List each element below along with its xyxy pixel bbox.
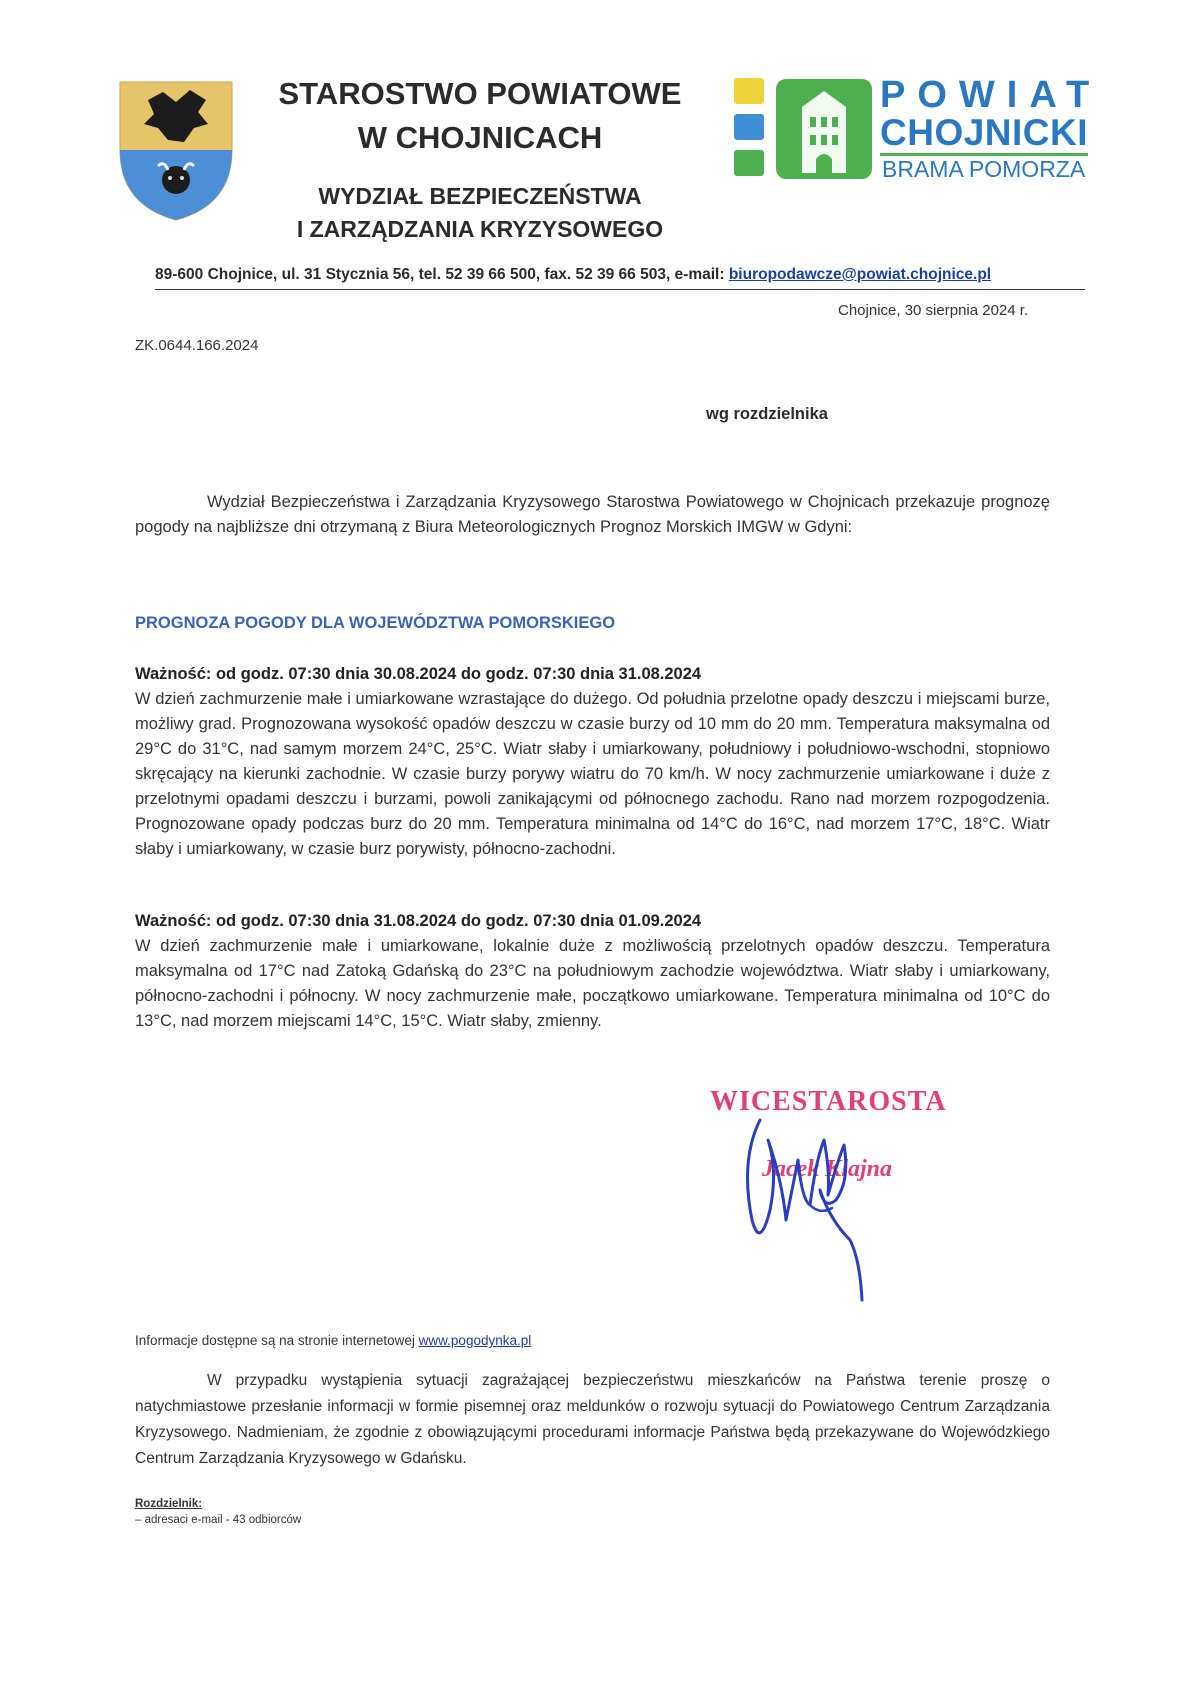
department-title-line2: I ZARZĄDZANIA KRYZYSOWEGO (296, 216, 664, 242)
reference-number: ZK.0644.166.2024 (135, 337, 259, 354)
signature-stamp-name: Jacek Klajna (762, 1156, 892, 1182)
address-line (155, 266, 991, 284)
coat-of-arms-icon (118, 80, 234, 222)
email-link[interactable]: biuropodawcze@powiat.chojnice.pl (728, 266, 992, 283)
closing-paragraph: W przypadku wystąpienia sytuacji zagrażającej bezpieczeństwu mieszkańców na Państwa terenie proszę o natychmiastowe przesłanie informacji w formie pisemnej oraz meldunków o rozwoju sytuacji do Powiatowego Centrum Zarządzania Kryzysowego. Nadmieniam, że zgodnie z obowiązującymi procedurami informacje Państwa będą przekazywane do Wojewódzkiego Centrum Zarządzania Kryzysowego w Gdańsku. (135, 1372, 1050, 1467)
forecast-period-1-validity: Ważność: od godz. 07:30 dnia 30.08.2024 do godz. 07:30 dnia 31.08.2024 (135, 665, 702, 683)
logo-text-brama-pomorza: BRAMA POMORZA (882, 156, 1086, 182)
forecast-period-1 (135, 662, 1050, 862)
forecast-period-2-validity: Ważność: od godz. 07:30 dnia 31.08.2024 do godz. 07:30 dnia 01.09.2024 (135, 912, 702, 930)
pogodynka-link[interactable]: www.pogodynka.pl (418, 1333, 532, 1348)
organization-title-line2: W CHOJNICACH (357, 120, 603, 155)
department-title (250, 180, 710, 246)
document-date: Chojnice, 30 sierpnia 2024 r. (838, 302, 1029, 319)
logo-text-powiat: POWIAT (880, 74, 1102, 116)
recipient: wg rozdzielnika (706, 405, 828, 423)
logo-text-chojnicki: CHOJNICKI (880, 112, 1089, 153)
info-line (135, 1333, 531, 1348)
forecast-title: PROGNOZA POGODY DLA WOJEWÓDZTWA POMORSKIEGO (135, 614, 616, 632)
forecast-period-2 (135, 909, 1050, 1034)
header-divider (155, 289, 1085, 290)
info-text: Informacje dostępne są na stronie internetowej (135, 1333, 419, 1348)
department-title-line1: WYDZIAŁ BEZPIECZEŃSTWA (318, 183, 642, 209)
handwritten-signature-icon (720, 1100, 910, 1310)
address-text: 89-600 Chojnice, ul. 31 Stycznia 56, tel. 52 39 66 500, fax. 52 39 66 503, e-mail: (155, 266, 729, 283)
city-gate-icon (774, 77, 874, 181)
forecast-period-2-text: W dzień zachmurzenie małe i umiarkowane, lokalnie duże z możliwością przelotnych opadów deszczu. Temperatura maksymalna od 17°C nad Zatoką Gdańską do 23°C na południowym zachodzie województwa. Wiatr słaby i umiarkowany, północno-zachodni i północny. W nocy zachmurzenie małe, początkowo umiarkowane. Temperatura minimalna od 10°C do 13°C, nad morzem miejscami 14°C, 15°C. Wiatr słaby, zmienny. (135, 937, 1050, 1030)
signature-stamp-title: WICESTAROSTA (710, 1086, 947, 1117)
logo-color-squares-icon (734, 78, 772, 180)
distribution-label: Rozdzielnik: (135, 1498, 203, 1510)
intro-paragraph: Wydział Bezpieczeństwa i Zarządzania Kryzysowego Starostwa Powiatowego w Chojnicach przekazuje prognozę pogody na najbliższe dni otrzymaną z Biura Meteorologicznych Prognoz Morskich IMGW w Gdyni: (135, 493, 1050, 536)
distribution-item: – adresaci e-mail - 43 odbiorców (135, 1514, 302, 1526)
organization-title-line1: STAROSTWO POWIATOWE (278, 76, 682, 111)
forecast-period-1-text: W dzień zachmurzenie małe i umiarkowane wzrastające do dużego. Od południa przelotne opady deszczu i miejscami burze, możliwy grad. Prognozowana wysokość opadów deszczu w czasie burzy od 10 mm do 20 mm. Temperatura maksymalna od 29°C do 31°C, nad samym morzem 24°C, 25°C. Wiatr słaby i umiarkowany, południowy i południowo-wschodni, stopniowo skręcający na kierunki zachodnie. W czasie burzy porywy wiatru do 70 km/h. W nocy zachmurzenie umiarkowane i duże z przelotnymi opadami deszczu i burzami, powoli zanikającymi od północnego zachodu. Rano nad morzem rozpogodzenia. Prognozowane opady podczas burz do 20 mm. Temperatura minimalna od 14°C do 16°C, nad morzem 17°C, 18°C. Wiatr słaby i umiarkowany, w czasie burz porywisty, północno-zachodni. (135, 690, 1050, 858)
organization-title (250, 72, 710, 160)
